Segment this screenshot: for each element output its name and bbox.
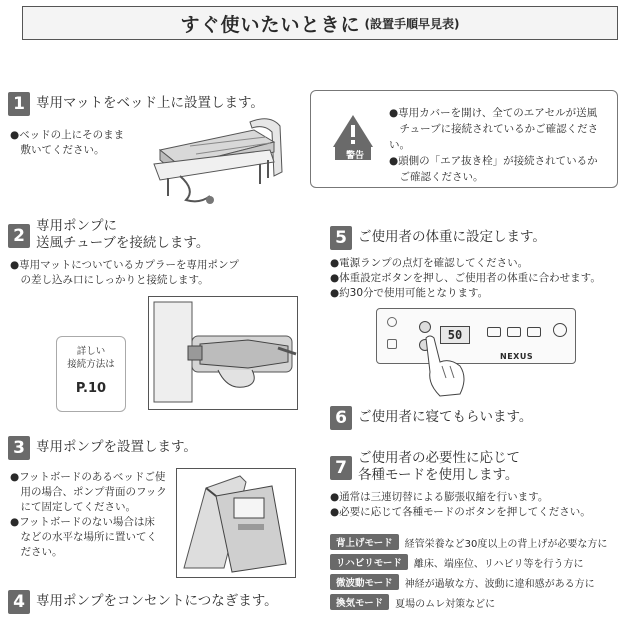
step-title: ご使用者の必要性に応じて 各種モードを使用します。 (358, 450, 520, 483)
step-title: 専用ポンプをコンセントにつなぎます。 (36, 593, 278, 609)
warning-text: ●専用カバーを開け、全てのエアセルが送風 チューブに接続されているかご確認ください。 ●頭側の「エア抜き栓」が接続されているか ご確認ください。 (389, 107, 599, 183)
step-4 (8, 590, 278, 614)
step-3 (8, 436, 197, 460)
bed-illustration (150, 112, 290, 212)
step-title: ご使用者に寝てもらいます。 (358, 409, 533, 425)
step-title: ご使用者の体重に設定します。 (358, 229, 546, 245)
page-subtitle: (設置手順早見表) (364, 16, 460, 31)
step-title: 専用ポンプを設置します。 (36, 439, 197, 455)
reference-label: 詳しい 接続方法は (67, 346, 115, 370)
mode-badge: 背上げモード (330, 534, 399, 550)
mode-row (330, 534, 607, 550)
mode-row (330, 554, 584, 570)
step-number: 7 (330, 456, 352, 480)
weight-up-button[interactable] (419, 321, 431, 333)
mode-description: 神経が過敏な方、波動に違和感がある方に (404, 578, 595, 590)
mode-description: 夏場のムレ対策などに (395, 598, 496, 610)
mode-button[interactable] (487, 327, 501, 337)
mode-badge: 微波動モード (330, 574, 399, 590)
step-5 (330, 226, 546, 250)
page-title: すぐ使いたいときに (180, 13, 361, 36)
step-1-instructions: ●ベッドの上にそのまま 敷いてください。 (10, 129, 125, 156)
mode-button[interactable] (553, 323, 567, 337)
step-title: 専用マットをベッド上に設置します。 (36, 95, 264, 111)
pointing-hand-icon (420, 334, 470, 398)
step-5-instructions: ●電源ランプの点灯を確認してください。 ●体重設定ボタンを押し、ご使用者の体重に合わせます。 ●約30分で使用可能となります。 (330, 257, 601, 299)
mode-badge: リハビリモード (330, 554, 408, 570)
step-number: 1 (8, 92, 30, 116)
warning-box (310, 90, 618, 188)
mode-button[interactable] (507, 327, 521, 337)
step-title: 専用ポンプに 送風チューブを接続します。 (36, 218, 210, 251)
mode-description: 離床、端座位、リハビリ等を行う方に (413, 558, 584, 570)
step-2 (8, 218, 209, 252)
step-number: 2 (8, 224, 30, 248)
mode-button[interactable] (527, 327, 541, 337)
step-7-instructions: ●通常は三連切替による膨張収縮を行います。 ●必要に応じて各種モードのボタンを押してください。 (330, 491, 591, 518)
mode-badge: 換気モード (330, 594, 389, 610)
reference-box (56, 336, 126, 412)
step-7 (330, 450, 520, 484)
warning-label: 警告 (345, 151, 364, 161)
weight-display: 50 (440, 326, 470, 344)
pump-installed-illustration (176, 468, 296, 578)
step-number: 5 (330, 226, 352, 250)
mode-row (330, 574, 595, 590)
step-6 (330, 406, 532, 430)
mode-row (330, 594, 495, 610)
mode-description: 経管栄養など30度以上の背上げが必要な方に (404, 538, 608, 550)
step-number: 6 (330, 406, 352, 430)
panel-brand: NEXUS (500, 352, 534, 361)
pump-connection-illustration (148, 296, 298, 410)
step-2-instructions: ●専用マットについているカプラーを専用ポンプ の差し込み口にしっかりと接続します。 (10, 259, 240, 286)
power-lamp-icon (387, 317, 397, 327)
step-3-instructions: ●フットボードのあるベッドご使 用の場合、ポンプ背面のフック にて固定してください。 ●フットボードのない場合は床 などの水平な場所に置いてく ださい。 (10, 471, 167, 558)
step-number: 4 (8, 590, 30, 614)
step-number: 3 (8, 436, 30, 460)
title-bar (22, 6, 618, 40)
power-button[interactable] (387, 339, 397, 349)
control-panel (376, 308, 576, 364)
reference-page: P.10 (75, 381, 107, 396)
